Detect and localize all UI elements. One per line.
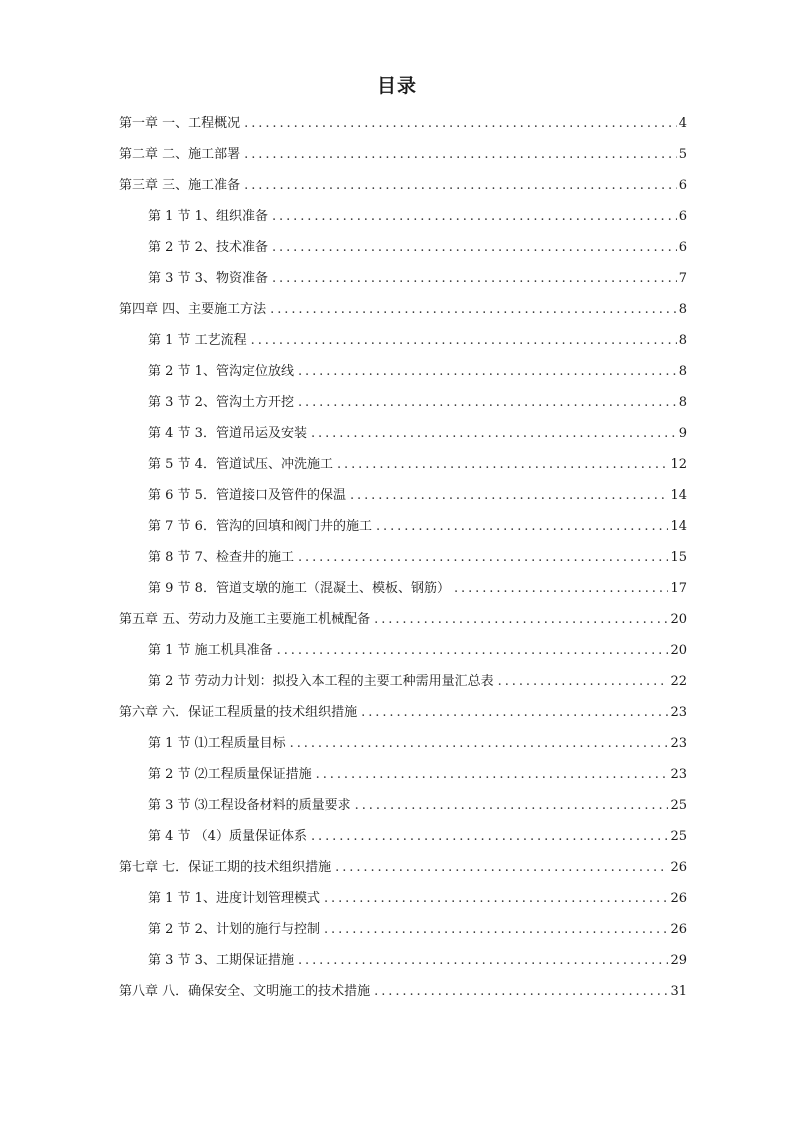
toc-entry[interactable] <box>148 513 687 535</box>
toc-entry-page-number: 12 <box>670 457 687 472</box>
toc-entry-label: 第 5 节 4．管道试压、冲洗施工 <box>148 457 333 472</box>
toc-entry-page-number: 4 <box>678 116 687 131</box>
toc-dot-leader <box>498 674 669 690</box>
toc-dot-leader <box>374 984 668 1000</box>
toc-entry[interactable] <box>148 947 687 969</box>
toc-entry-page-number: 26 <box>670 860 687 875</box>
toc-entry[interactable] <box>148 916 687 938</box>
toc-entry[interactable] <box>148 730 687 752</box>
toc-entry-page-number: 6 <box>678 178 687 193</box>
toc-entry-page-number: 6 <box>678 209 687 224</box>
toc-dot-leader <box>244 147 677 163</box>
toc-entry-page-number: 15 <box>670 550 687 565</box>
toc-dot-leader <box>270 302 677 318</box>
toc-dot-leader <box>316 767 669 783</box>
toc-dot-leader <box>311 426 677 442</box>
toc-dot-leader <box>290 736 669 752</box>
toc-entry-label: 第 1 节 1、组织准备 <box>148 209 268 224</box>
toc-entry-label: 第 4 节 （4）质量保证体系 <box>148 829 307 844</box>
toc-entry-label: 第 1 节 工艺流程 <box>148 333 247 348</box>
toc-entry-page-number: 17 <box>670 581 687 596</box>
toc-dot-leader <box>376 519 669 535</box>
toc-dot-leader <box>374 612 668 628</box>
toc-entry-label: 第 3 节 3、物资准备 <box>148 271 268 286</box>
toc-entry[interactable] <box>148 389 687 411</box>
toc-entry[interactable] <box>148 451 687 473</box>
toc-entry[interactable] <box>119 141 687 163</box>
toc-entry[interactable] <box>148 544 687 566</box>
toc-dot-leader <box>361 705 668 721</box>
toc-entry[interactable] <box>119 172 687 194</box>
toc-entry[interactable] <box>148 420 687 442</box>
toc-dot-leader <box>298 395 677 411</box>
toc-entry[interactable] <box>119 296 687 318</box>
toc-entry-label: 第 2 节 2、技术准备 <box>148 240 268 255</box>
toc-entry-label: 第 2 节 2、计划的施行与控制 <box>148 922 320 937</box>
toc-dot-leader <box>454 581 669 597</box>
toc-entry-label: 第 1 节 1、进度计划管理模式 <box>148 891 320 906</box>
toc-entry-label: 第二章 二、施工部署 <box>119 147 241 162</box>
toc-entry-page-number: 29 <box>670 953 687 968</box>
toc-entry-page-number: 25 <box>670 798 687 813</box>
toc-entry[interactable] <box>148 637 687 659</box>
toc-entry-page-number: 7 <box>678 271 687 286</box>
toc-dot-leader <box>324 922 669 938</box>
toc-entry-page-number: 22 <box>670 674 687 689</box>
toc-entry-label: 第 7 节 6．管沟的回填和阀门井的施工 <box>148 519 372 534</box>
toc-entry[interactable] <box>148 668 687 690</box>
toc-entry-label: 第 2 节 劳动力计划：拟投入本工程的主要工种需用量汇总表 <box>148 674 494 689</box>
toc-entry-page-number: 23 <box>670 767 687 782</box>
toc-entry-page-number: 23 <box>670 705 687 720</box>
page-title: 目录 <box>376 75 417 97</box>
toc-dot-leader <box>350 488 669 504</box>
toc-entry-page-number: 5 <box>678 147 687 162</box>
toc-entry-label: 第 3 节 2、管沟土方开挖 <box>148 395 294 410</box>
toc-entry-page-number: 8 <box>678 395 687 410</box>
toc-entry-label: 第 6 节 5．管道接口及管件的保温 <box>148 488 346 503</box>
toc-entry-label: 第四章 四、主要施工方法 <box>119 302 267 317</box>
toc-entry-page-number: 31 <box>670 984 687 999</box>
toc-dot-leader <box>337 457 669 473</box>
toc-entry-label: 第三章 三、施工准备 <box>119 178 241 193</box>
toc-entry[interactable] <box>148 234 687 256</box>
toc-entry[interactable] <box>148 823 687 845</box>
toc-dot-leader <box>298 953 669 969</box>
toc-entry[interactable] <box>119 606 687 628</box>
toc-dot-leader <box>311 829 669 845</box>
toc-entry-label: 第 3 节 3、工期保证措施 <box>148 953 294 968</box>
toc-entry-label: 第 3 节 ⑶工程设备材料的质量要求 <box>148 798 351 813</box>
toc-entry[interactable] <box>148 761 687 783</box>
toc-entry-page-number: 26 <box>670 922 687 937</box>
toc-dot-leader <box>298 550 669 566</box>
toc-entry-page-number: 9 <box>678 426 687 441</box>
toc-entry-page-number: 26 <box>670 891 687 906</box>
toc-entry[interactable] <box>148 792 687 814</box>
toc-dot-leader <box>244 178 677 194</box>
toc-dot-leader <box>272 271 677 287</box>
toc-entry-label: 第 2 节 ⑵工程质量保证措施 <box>148 767 312 782</box>
toc-entry-label: 第六章 六．保证工程质量的技术组织措施 <box>119 705 358 720</box>
toc-entry-page-number: 23 <box>670 736 687 751</box>
toc-entry[interactable] <box>148 265 687 287</box>
toc-entry-label: 第 1 节 ⑴工程质量目标 <box>148 736 286 751</box>
toc-entry[interactable] <box>148 358 687 380</box>
toc-entry-page-number: 8 <box>678 333 687 348</box>
toc-dot-leader <box>298 364 677 380</box>
toc-entry-label: 第 8 节 7、检查井的施工 <box>148 550 294 565</box>
toc-dot-leader <box>277 643 669 659</box>
toc-dot-leader <box>272 240 677 256</box>
toc-entry[interactable] <box>148 575 687 597</box>
toc-dot-leader <box>244 116 677 132</box>
toc-entry-page-number: 8 <box>678 302 687 317</box>
toc-dot-leader <box>324 891 669 907</box>
toc-dot-leader <box>272 209 677 225</box>
toc-dot-leader <box>355 798 669 814</box>
toc-entry-label: 第一章 一、工程概况 <box>119 116 241 131</box>
toc-entry-page-number: 14 <box>670 519 687 534</box>
toc-entry-label: 第七章 七．保证工期的技术组织措施 <box>119 860 332 875</box>
toc-entry-page-number: 20 <box>670 612 687 627</box>
toc-entry[interactable] <box>119 854 687 876</box>
toc-entry[interactable] <box>148 482 687 504</box>
toc-dot-leader <box>251 333 677 349</box>
toc-entry[interactable] <box>119 978 687 1000</box>
toc-entry-label: 第五章 五、劳动力及施工主要施工机械配备 <box>119 612 371 627</box>
toc-entry[interactable] <box>148 885 687 907</box>
toc-entry-page-number: 6 <box>678 240 687 255</box>
toc-entry-label: 第 9 节 8．管道支墩的施工（混凝土、模板、钢筋） <box>148 581 450 596</box>
toc-entry-page-number: 20 <box>670 643 687 658</box>
toc-entry-label: 第八章 八．确保安全、文明施工的技术措施 <box>119 984 371 999</box>
toc-entry-page-number: 25 <box>670 829 687 844</box>
toc-entry[interactable] <box>119 110 687 132</box>
toc-entry[interactable] <box>148 203 687 225</box>
toc-entry[interactable] <box>148 327 687 349</box>
toc-entry[interactable] <box>119 699 687 721</box>
toc-entry-label: 第 4 节 3．管道吊运及安装 <box>148 426 307 441</box>
toc-entry-page-number: 14 <box>670 488 687 503</box>
toc-entry-label: 第 2 节 1、管沟定位放线 <box>148 364 294 379</box>
toc-entry-page-number: 8 <box>678 364 687 379</box>
toc-entry-label: 第 1 节 施工机具准备 <box>148 643 273 658</box>
toc-dot-leader <box>335 860 668 876</box>
